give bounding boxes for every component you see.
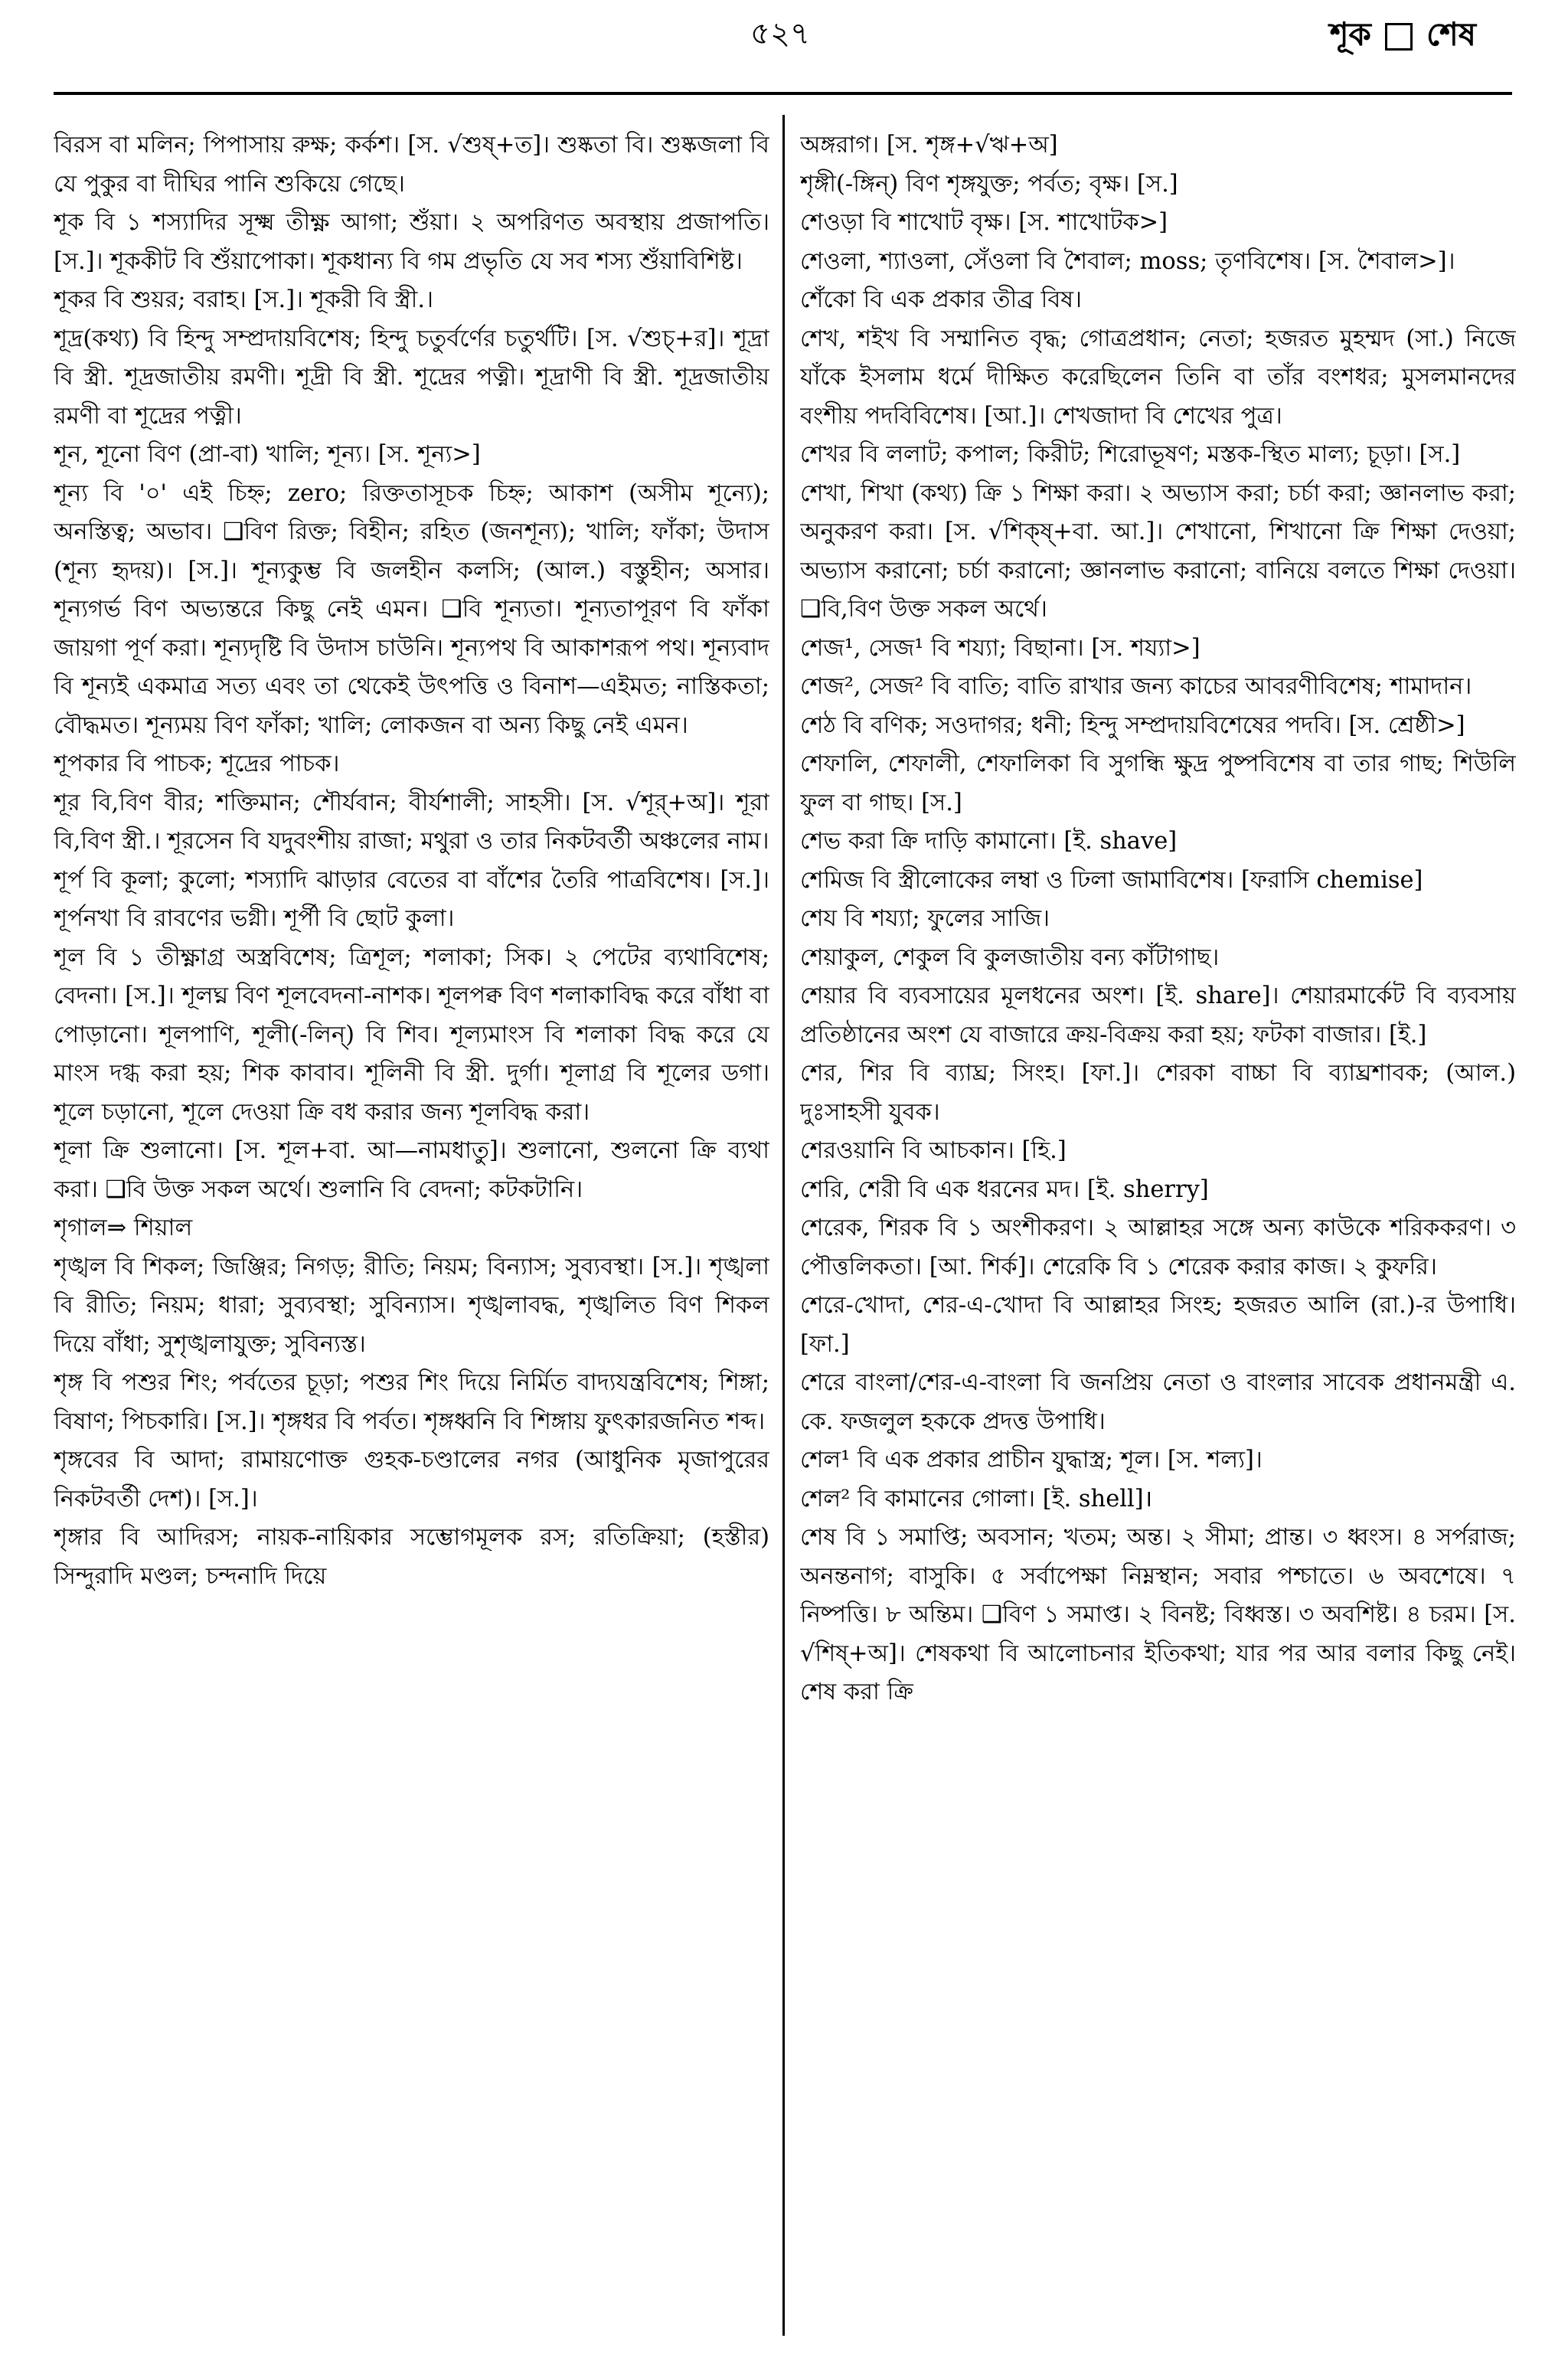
guide-word-last: শেষ (1426, 15, 1476, 53)
dictionary-entry: শূক বি ১ শস্যাদির সূক্ষ্ম তীক্ষ্ণ আগা; শুঁয়া। ২ অপরিণত অবস্থায় প্রজাপতি। [স.]। শূককীট বি শুঁয়াপোকা। শূকধান্য বি গম প্রভৃতি যে সব শস্য শুঁয়াবিশিষ্ট। (54, 209, 769, 275)
dictionary-entry: শেয়াকুল, শেকুল বি কুলজাতীয় বন্য কাঁটাগাছ। (800, 943, 1220, 971)
separator-box-icon (1385, 23, 1413, 51)
guide-word-first: শূক (1329, 15, 1371, 53)
dictionary-entry: শূর বি,বিণ বীর; শক্তিমান; শৌর্যবান; বীর্যশালী; সাহসী। [স. √শূর্+অ]। শূরা বি,বিণ স্ত্রী.। শূরসেন বি যদুবংশীয় রাজা; মথুরা ও তার নিকটবর্তী অঞ্চলের নাম। (54, 789, 769, 855)
dictionary-entry: শূদ্র(কথ্য) বি হিন্দু সম্প্রদায়বিশেষ; হিন্দু চতুর্বর্ণের চতুর্থটি। [স. √শুচ্+র]। শূদ্রা বি স্ত্রী. শূদ্রজাতীয় রমণী। শূদ্রী বি স্ত্রী. শূদ্রের পত্নী। শূদ্রাণী বি স্ত্রী. শূদ্রজাতীয় রমণী বা শূদ্রের পত্নী। (54, 325, 769, 430)
dictionary-entry: শূপকার বি পাচক; শূদ্রের পাচক। (54, 750, 340, 777)
dictionary-entry: শৃগাল⇒ শিয়াল (54, 1215, 193, 1241)
dictionary-entry: বিরস বা মলিন; পিপাসায় রুক্ষ; কর্কশ। [স. √শুষ্+ত]। শুষ্কতা বি। শুষ্কজলা বি যে পুকুর বা দীঘির পানি শুকিয়ে গেছে। (54, 132, 769, 198)
dictionary-entry: শেঠ বি বণিক; সওদাগর; ধনী; হিন্দু সম্প্রদায়বিশেষের পদবি। [স. শ্রেষ্ঠী>] (800, 711, 1465, 739)
dictionary-entry: শূন্য বি '০' এই চিহ্ন; zero; রিক্ততাসূচক চিহ্ন; আকাশ (অসীম শূন্যে); অনস্তিত্ব; অভাব। ❑বিণ রিক্ত; বিহীন; রহিত (জনশূন্য); খালি; ফাঁকা; উদাস (শূন্য হৃদয়)। [স.]। শূন্যকুম্ভ বি জলহীন কলসি; (আল.) বস্তুহীন; অসার। শূন্যগর্ভ বিণ অভ্যন্তরে কিছু নেই এমন। ❑বি শূন্যতা। শূন্যতাপূরণ বি ফাঁকা জায়গা পূর্ণ করা। শূন্যদৃষ্টি বি উদাস চাউনি। শূন্যপথ বি আকাশরূপ পথ। শূন্যবাদ বি শূন্যই একমাত্র সত্য এবং তা থেকেই উৎপত্তি ও বিনাশ—এইমত; নাস্তিকতা; বৌদ্ধমত। শূন্যময় বিণ ফাঁকা; খালি; লোকজন বা অন্য কিছু নেই এমন। (54, 479, 769, 739)
dictionary-entry: শূর্প বি কূলা; কুলো; শস্যাদি ঝাড়ার বেতের বা বাঁশের তৈরি পাত্রবিশেষ। [স.]। শূর্পনখা বি রাবণের ভগ্নী। শূর্পী বি ছোট কুলা। (54, 866, 769, 932)
right-column (800, 126, 1516, 2359)
dictionary-entry: শেমিজ বি স্ত্রীলোকের লম্বা ও ঢিলা জামাবিশেষ। [ফরাসি chemise] (800, 866, 1423, 894)
dictionary-entry: শের, শির বি ব্যাঘ্র; সিংহ। [ফা.]। শেরকা বাচ্চা বি ব্যাঘ্রশাবক; (আল.) দুঃসাহসী যুবক। (800, 1060, 1516, 1126)
dictionary-entry: শৃঙ্খল বি শিকল; জিঞ্জির; নিগড়; রীতি; নিয়ম; বিন্যাস; সুব্যবস্থা। [স.]। শৃঙ্খলা বি রীতি; নিয়ম; ধারা; সুব্যবস্থা; সুবিন্যাস। শৃঙ্খলাবদ্ধ, শৃঙ্খলিত বিণ শিকল দিয়ে বাঁধা; সুশৃঙ্খলাযুক্ত; সুবিন্যস্ত। (54, 1253, 769, 1358)
dictionary-entry: শেভ করা ক্রি দাড়ি কামানো। [ই. shave] (800, 828, 1178, 855)
dictionary-entry: শূকর বি শুয়র; বরাহ। [স.]। শূকরী বি স্ত্রী.। (54, 286, 433, 313)
dictionary-entry: শৃঙ্গী(-ঙ্গিন্) বিণ শৃঙ্গযুক্ত; পর্বত; বৃক্ষ। [স.] (800, 170, 1178, 198)
dictionary-entry: শেওড়া বি শাখোট বৃক্ষ। [স. শাখোটক>] (800, 209, 1168, 236)
dictionary-entry: শেয বি শয্যা; ফুলের সাজি। (800, 905, 1050, 932)
dictionary-entry: শেওলা, শ্যাওলা, সেঁওলা বি শৈবাল; moss; তৃণবিশেষ। [স. শৈবাল>]। (800, 247, 1455, 275)
dictionary-entry: শেষ বি ১ সমাপ্তি; অবসান; খতম; অন্ত। ২ সীমা; প্রান্ত। ৩ ধ্বংস। ৪ সর্পরাজ; অনন্তনাগ; বাসুকি। ৫ সর্বাপেক্ষা নিম্নস্থান; সবার পশ্চাতে। ৬ অবশেষে। ৭ নিষ্পত্তি। ৮ অন্তিম। ❑বিণ ১ সমাপ্ত। ২ বিনষ্ট; বিধ্বস্ত। ৩ অবশিষ্ট। ৪ চরম। [স. √শিষ্+অ]। শেষকথা বি আলোচনার ইতিকথা; যার পর আর বলার কিছু নেই। শেষ করা ক্রি (800, 1524, 1516, 1705)
dictionary-entry: শেরি, শেরী বি এক ধরনের মদ। [ই. sherry] (800, 1176, 1209, 1203)
dictionary-entry: শূলা ক্রি শুলানো। [স. শূল+বা. আ—নামধাতু]। শুলানো, শুলনো ক্রি ব্যথা করা। ❑বি উক্ত সকল অর্থে। শুলানি বি বেদনা; কটকটানি। (54, 1137, 769, 1203)
dictionary-entry: শেল² বি কামানের গোলা। [ই. shell]। (800, 1485, 1153, 1512)
left-column (54, 126, 769, 2359)
column-divider (782, 115, 785, 2336)
guide-words (1330, 9, 1476, 64)
dictionary-entry: শৃঙ্গবের বি আদা; রামায়ণোক্ত গুহক-চণ্ডালের নগর (আধুনিক মৃজাপুরের নিকটবর্তী দেশ)। [স.]। (54, 1447, 769, 1512)
dictionary-entry: শেল¹ বি এক প্রকার প্রাচীন যুদ্ধাস্ত্র; শূল। [স. শল্য]। (800, 1447, 1263, 1473)
dictionary-entry: শেরওয়ানি বি আচকান। [হি.] (800, 1137, 1067, 1164)
dictionary-entry: শেরে বাংলা/শের-এ-বাংলা বি জনপ্রিয় নেতা ও বাংলার সাবেক প্রধানমন্ত্রী এ. কে. ফজলুল হককে প্রদত্ত উপাধি। (800, 1369, 1516, 1435)
dictionary-entry: অঙ্গরাগ। [স. শৃঙ্গ+√ঋ+অ] (800, 132, 1058, 159)
dictionary-entry: শেজ², সেজ² বি বাতি; বাতি রাখার জন্য কাচের আবরণীবিশেষ; শামাদান। (800, 673, 1472, 700)
dictionary-entry: শেয়ার বি ব্যবসায়ের মূলধনের অংশ। [ই. share]। শেয়ারমার্কেট বি ব্যবসায় প্রতিষ্ঠানের অংশ যে বাজারে ক্রয়-বিক্রয় করা হয়; ফটকা বাজার। [ই.] (800, 983, 1516, 1048)
dictionary-entry: শেঁকো বি এক প্রকার তীব্র বিষ। (800, 286, 1083, 313)
header-rule (54, 92, 1512, 95)
dictionary-entry: শেখর বি ললাট; কপাল; কিরীট; শিরোভূষণ; মস্তক-স্থিত মাল্য; চূড়া। [স.] (800, 441, 1461, 468)
dictionary-entry: শূন, শূনো বিণ (প্রা-বা) খালি; শূন্য। [স. শূন্য>] (54, 441, 481, 468)
dictionary-entry: শেজ¹, সেজ¹ বি শয্যা; বিছানা। [স. শয্যা>] (800, 634, 1200, 662)
dictionary-entry: শেরেক, শিরক বি ১ অংশীকরণ। ২ আল্লাহর সঙ্গে অন্য কাউকে শরিককরণ। ৩ পৌত্তলিকতা। [আ. শির্ক]। শেরেকি বি ১ শেরেক করার কাজ। ২ কুফরি। (800, 1215, 1516, 1280)
dictionary-entry: শেখা, শিখা (কথ্য) ক্রি ১ শিক্ষা করা। ২ অভ্যাস করা; চর্চা করা; জ্ঞানলাভ করা; অনুকরণ করা। [স. √শিক্ষ্+বা. আ.]। শেখানো, শিখানো ক্রি শিক্ষা দেওয়া; অভ্যাস করানো; চর্চা করানো; জ্ঞানলাভ করানো; বানিয়ে বলতে শিক্ষা দেওয়া। ❑বি,বিণ উক্ত সকল অর্থে। (800, 479, 1516, 623)
dictionary-entry: শেখ, শইখ বি সম্মানিত বৃদ্ধ; গোত্রপ্রধান; নেতা; হজরত মুহম্মদ (সা.) নিজে যাঁকে ইসলাম ধর্মে দীক্ষিত করেছিলেন তিনি বা তাঁর বংশধর; মুসলমানদের বংশীয় পদবিবিশেষ। [আ.]। শেখজাদা বি শেখের পুত্র। (800, 325, 1516, 430)
dictionary-entry: শেফালি, শেফালী, শেফালিকা বি সুগন্ধি ক্ষুদ্র পুষ্পবিশেষ বা তার গাছ; শিউলি ফুল বা গাছ। [স.] (800, 750, 1516, 816)
dictionary-entry: শৃঙ্গার বি আদিরস; নায়ক-নায়িকার সম্ভোগমূলক রস; রতিক্রিয়া; (হস্তীর) সিন্দুরাদি মণ্ডল; চন্দনাদি দিয়ে (54, 1524, 769, 1590)
dictionary-entry: শূল বি ১ তীক্ষ্ণাগ্র অস্ত্রবিশেষ; ত্রিশূল; শলাকা; সিক। ২ পেটের ব্যথাবিশেষ; বেদনা। [স.]। শূলঘ্ন বিণ শূলবেদনা-নাশক। শূলপক্ব বিণ শলাকাবিদ্ধ করে বাঁধা বা পোড়ানো। শূলপাণি, শূলী(-লিন্) বি শিব। শূল্যমাংস বি শলাকা বিদ্ধ করে যে মাংস দগ্ধ করা হয়; শিক কাবাব। শূলিনী বি স্ত্রী. দুর্গা। শূলাগ্র বি শূলের ডগা। শূলে চড়ানো, শূলে দেওয়া ক্রি বধ করার জন্য শূলবিদ্ধ করা। (54, 943, 769, 1126)
dictionary-entry: শেরে-খোদা, শের-এ-খোদা বি আল্লাহর সিংহ; হজরত আলি (রা.)-র উপাধি। [ফা.] (800, 1292, 1516, 1358)
dictionary-entry: শৃঙ্গ বি পশুর শিং; পর্বতের চূড়া; পশুর শিং দিয়ে নির্মিত বাদ্যযন্ত্রবিশেষ; শিঙ্গা; বিষাণ; পিচকারি। [স.]। শৃঙ্গধর বি পর্বত। শৃঙ্গধ্বনি বি শিঙ্গায় ফুৎকারজনিত শব্দ। (54, 1369, 769, 1435)
page-number: ৫২৭ (750, 16, 810, 51)
